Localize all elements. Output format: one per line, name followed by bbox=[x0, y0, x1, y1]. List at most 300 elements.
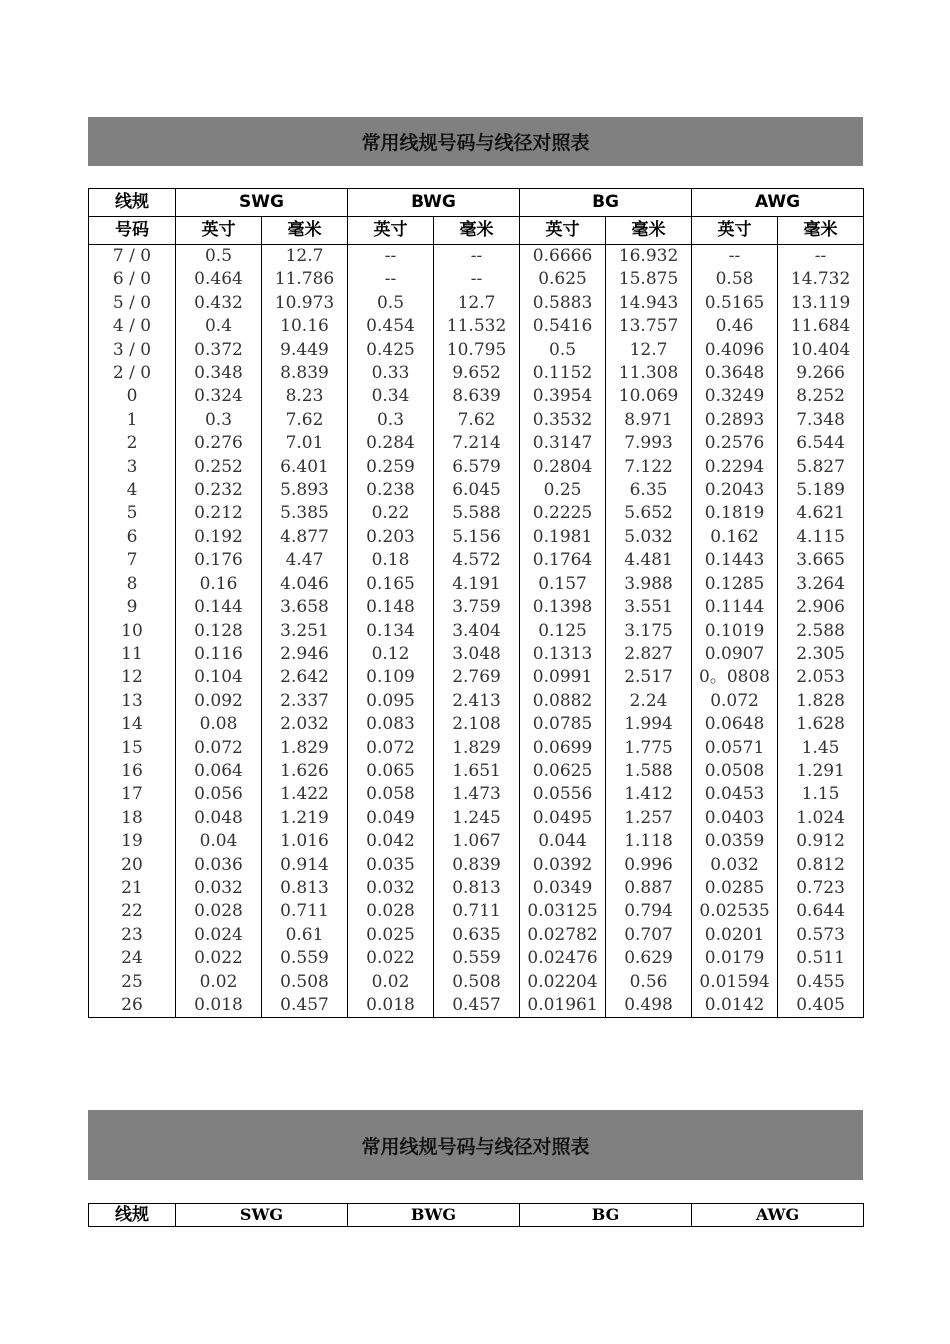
cell-bg-inch: 0.0699 bbox=[520, 737, 606, 760]
cell-bwg-mm: -- bbox=[434, 268, 520, 291]
cell-bwg-inch: 0.018 bbox=[348, 994, 434, 1018]
cell-bwg-mm: 7.62 bbox=[434, 409, 520, 432]
cell-awg-mm: 0.573 bbox=[778, 924, 864, 947]
cell-bg-mm: 5.032 bbox=[606, 526, 692, 549]
cell-bg-inch: 0.0991 bbox=[520, 666, 606, 689]
cell-bg-mm: 1.994 bbox=[606, 713, 692, 736]
cell-bwg-mm: 2.108 bbox=[434, 713, 520, 736]
cell-swg-inch: 0.028 bbox=[176, 900, 262, 923]
cell-awg-inch: 0.1019 bbox=[692, 620, 778, 643]
cell-awg-inch: 0.58 bbox=[692, 268, 778, 291]
cell-bwg-mm: 0.813 bbox=[434, 877, 520, 900]
header-bwg-mm: 毫米 bbox=[434, 217, 520, 245]
cell-swg-mm: 3.658 bbox=[262, 596, 348, 619]
cell-awg-mm: 3.264 bbox=[778, 573, 864, 596]
cell-swg-mm: 1.829 bbox=[262, 737, 348, 760]
cell-awg-mm: 1.45 bbox=[778, 737, 864, 760]
cell-swg-inch: 0.116 bbox=[176, 643, 262, 666]
cell-bwg-inch: 0.072 bbox=[348, 737, 434, 760]
second-table-title-banner bbox=[88, 1110, 863, 1180]
cell-swg-mm: 1.219 bbox=[262, 807, 348, 830]
cell-swg-inch: 0.092 bbox=[176, 690, 262, 713]
cell-bg-mm: 7.122 bbox=[606, 456, 692, 479]
cell-bwg-inch: 0.425 bbox=[348, 339, 434, 362]
cell-bg-inch: 0.625 bbox=[520, 268, 606, 291]
table-row bbox=[89, 854, 864, 877]
cell-awg-inch: 0.0179 bbox=[692, 947, 778, 970]
cell-swg-mm: 5.893 bbox=[262, 479, 348, 502]
cell-bg-inch: 0.02476 bbox=[520, 947, 606, 970]
cell-bwg-inch: 0.095 bbox=[348, 690, 434, 713]
cell-swg-inch: 0.5 bbox=[176, 245, 262, 269]
cell-awg-inch: 0.0648 bbox=[692, 713, 778, 736]
cell-swg-inch: 0.3 bbox=[176, 409, 262, 432]
cell-gauge-number: 12 bbox=[89, 666, 176, 689]
cell-swg-mm: 1.422 bbox=[262, 783, 348, 806]
cell-swg-inch: 0.02 bbox=[176, 971, 262, 994]
header-bwg-inch: 英寸 bbox=[348, 217, 434, 245]
cell-bg-inch: 0.0625 bbox=[520, 760, 606, 783]
header-row-units bbox=[89, 217, 864, 245]
cell-bg-mm: 0.629 bbox=[606, 947, 692, 970]
cell-bg-mm: 16.932 bbox=[606, 245, 692, 269]
cell-awg-mm: 4.115 bbox=[778, 526, 864, 549]
header-awg-inch: 英寸 bbox=[692, 217, 778, 245]
cell-gauge-number: 22 bbox=[89, 900, 176, 923]
cell-bwg-mm: 0.508 bbox=[434, 971, 520, 994]
cell-awg-mm: 5.827 bbox=[778, 456, 864, 479]
cell-bg-mm: 3.551 bbox=[606, 596, 692, 619]
cell-gauge-number: 6 bbox=[89, 526, 176, 549]
cell-swg-inch: 0.018 bbox=[176, 994, 262, 1018]
cell-awg-mm: 0.405 bbox=[778, 994, 864, 1018]
cell-gauge-number: 6 / 0 bbox=[89, 268, 176, 291]
cell-bwg-inch: 0.025 bbox=[348, 924, 434, 947]
cell-gauge-number: 3 bbox=[89, 456, 176, 479]
table-row bbox=[89, 947, 864, 970]
cell-bg-inch: 0.01961 bbox=[520, 994, 606, 1018]
cell-swg-inch: 0.08 bbox=[176, 713, 262, 736]
cell-bg-inch: 0.5 bbox=[520, 339, 606, 362]
cell-bg-mm: 13.757 bbox=[606, 315, 692, 338]
cell-swg-inch: 0.024 bbox=[176, 924, 262, 947]
cell-bg-inch: 0.02782 bbox=[520, 924, 606, 947]
cell-bg-inch: 0.1981 bbox=[520, 526, 606, 549]
table-row bbox=[89, 924, 864, 947]
cell-bg-mm: 0.56 bbox=[606, 971, 692, 994]
cell-swg-mm: 2.032 bbox=[262, 713, 348, 736]
cell-bg-mm: 1.257 bbox=[606, 807, 692, 830]
cell-bwg-mm: 9.652 bbox=[434, 362, 520, 385]
cell-awg-inch: 0.2294 bbox=[692, 456, 778, 479]
cell-bg-inch: 0.157 bbox=[520, 573, 606, 596]
cell-bg-mm: 3.175 bbox=[606, 620, 692, 643]
header-swg: SWG bbox=[176, 189, 348, 217]
cell-bg-inch: 0.1152 bbox=[520, 362, 606, 385]
cell-awg-mm: 1.024 bbox=[778, 807, 864, 830]
cell-swg-mm: 7.62 bbox=[262, 409, 348, 432]
cell-gauge-number: 1 bbox=[89, 409, 176, 432]
cell-awg-inch: 0.4096 bbox=[692, 339, 778, 362]
cell-swg-mm: 2.337 bbox=[262, 690, 348, 713]
cell-bwg-inch: -- bbox=[348, 245, 434, 269]
cell-awg-inch: 0.0508 bbox=[692, 760, 778, 783]
table-row bbox=[89, 268, 864, 291]
cell-gauge-number: 23 bbox=[89, 924, 176, 947]
table-row bbox=[89, 409, 864, 432]
cell-bwg-inch: 0.5 bbox=[348, 292, 434, 315]
cell-bg-inch: 0.5416 bbox=[520, 315, 606, 338]
cell-awg-inch: 0.0285 bbox=[692, 877, 778, 900]
cell-awg-inch: 0.5165 bbox=[692, 292, 778, 315]
cell-bg-inch: 0.6666 bbox=[520, 245, 606, 269]
cell-swg-mm: 8.839 bbox=[262, 362, 348, 385]
table-title-banner bbox=[88, 117, 863, 166]
cell-bwg-mm: 4.191 bbox=[434, 573, 520, 596]
cell-awg-inch: -- bbox=[692, 245, 778, 269]
cell-gauge-number: 21 bbox=[89, 877, 176, 900]
table-row bbox=[89, 526, 864, 549]
cell-awg-inch: 0.1443 bbox=[692, 549, 778, 572]
cell-bg-mm: 2.24 bbox=[606, 690, 692, 713]
cell-gauge-number: 18 bbox=[89, 807, 176, 830]
cell-swg-mm: 0.711 bbox=[262, 900, 348, 923]
cell-bwg-inch: 0.028 bbox=[348, 900, 434, 923]
cell-bg-inch: 0.0392 bbox=[520, 854, 606, 877]
cell-awg-inch: 0.02535 bbox=[692, 900, 778, 923]
cell-bg-mm: 5.652 bbox=[606, 502, 692, 525]
second-table-title: 常用线规号码与线径对照表 bbox=[361, 1135, 590, 1158]
cell-awg-mm: 2.305 bbox=[778, 643, 864, 666]
cell-bwg-mm: 6.579 bbox=[434, 456, 520, 479]
cell-bwg-inch: 0.454 bbox=[348, 315, 434, 338]
cell-awg-mm: 0.455 bbox=[778, 971, 864, 994]
cell-bwg-mm: 1.067 bbox=[434, 830, 520, 853]
cell-gauge-number: 17 bbox=[89, 783, 176, 806]
cell-bwg-inch: 0.042 bbox=[348, 830, 434, 853]
cell-awg-inch: 0.46 bbox=[692, 315, 778, 338]
cell-bwg-mm: 5.588 bbox=[434, 502, 520, 525]
table-row bbox=[89, 783, 864, 806]
cell-bg-inch: 0.25 bbox=[520, 479, 606, 502]
cell-swg-mm: 0.61 bbox=[262, 924, 348, 947]
cell-awg-mm: 3.665 bbox=[778, 549, 864, 572]
cell-bg-inch: 0.1398 bbox=[520, 596, 606, 619]
cell-swg-inch: 0.072 bbox=[176, 737, 262, 760]
cell-gauge-number: 7 bbox=[89, 549, 176, 572]
cell-bg-inch: 0.0882 bbox=[520, 690, 606, 713]
cell-bg-mm: 0.996 bbox=[606, 854, 692, 877]
cell-bg-inch: 0.3954 bbox=[520, 385, 606, 408]
cell-awg-inch: 0.0907 bbox=[692, 643, 778, 666]
cell-awg-mm: 8.252 bbox=[778, 385, 864, 408]
second-header-gauge-label: 线规 bbox=[89, 1204, 176, 1227]
cell-awg-inch: 0.072 bbox=[692, 690, 778, 713]
cell-swg-mm: 0.457 bbox=[262, 994, 348, 1018]
cell-gauge-number: 13 bbox=[89, 690, 176, 713]
cell-awg-mm: 0.511 bbox=[778, 947, 864, 970]
cell-awg-mm: -- bbox=[778, 245, 864, 269]
cell-gauge-number: 19 bbox=[89, 830, 176, 853]
table-row bbox=[89, 643, 864, 666]
cell-bg-inch: 0.125 bbox=[520, 620, 606, 643]
cell-awg-inch: 0.0403 bbox=[692, 807, 778, 830]
cell-bwg-mm: -- bbox=[434, 245, 520, 269]
cell-bwg-mm: 5.156 bbox=[434, 526, 520, 549]
cell-gauge-number: 5 / 0 bbox=[89, 292, 176, 315]
second-header-bwg: BWG bbox=[348, 1204, 520, 1227]
table-row bbox=[89, 713, 864, 736]
cell-swg-mm: 4.877 bbox=[262, 526, 348, 549]
cell-swg-inch: 0.144 bbox=[176, 596, 262, 619]
table-row bbox=[89, 549, 864, 572]
cell-bwg-inch: 0.083 bbox=[348, 713, 434, 736]
cell-awg-inch: 0.2043 bbox=[692, 479, 778, 502]
cell-bwg-mm: 2.413 bbox=[434, 690, 520, 713]
cell-awg-inch: 0.1144 bbox=[692, 596, 778, 619]
cell-bwg-inch: 0.3 bbox=[348, 409, 434, 432]
header-swg-inch: 英寸 bbox=[176, 217, 262, 245]
header-bg: BG bbox=[520, 189, 692, 217]
cell-awg-mm: 13.119 bbox=[778, 292, 864, 315]
cell-awg-mm: 5.189 bbox=[778, 479, 864, 502]
cell-bg-mm: 12.7 bbox=[606, 339, 692, 362]
cell-swg-inch: 0.192 bbox=[176, 526, 262, 549]
cell-bg-inch: 0.5883 bbox=[520, 292, 606, 315]
cell-bwg-inch: 0.12 bbox=[348, 643, 434, 666]
cell-awg-inch: 0.2893 bbox=[692, 409, 778, 432]
cell-awg-inch: 0.0201 bbox=[692, 924, 778, 947]
cell-awg-inch: 0.0571 bbox=[692, 737, 778, 760]
cell-awg-mm: 4.621 bbox=[778, 502, 864, 525]
second-header-row-systems bbox=[89, 1204, 864, 1227]
table-row bbox=[89, 666, 864, 689]
cell-gauge-number: 20 bbox=[89, 854, 176, 877]
cell-bwg-mm: 4.572 bbox=[434, 549, 520, 572]
second-header-swg: SWG bbox=[176, 1204, 348, 1227]
cell-swg-inch: 0.372 bbox=[176, 339, 262, 362]
cell-bwg-mm: 10.795 bbox=[434, 339, 520, 362]
cell-gauge-number: 4 bbox=[89, 479, 176, 502]
cell-bg-mm: 0.887 bbox=[606, 877, 692, 900]
cell-awg-mm: 9.266 bbox=[778, 362, 864, 385]
cell-bg-mm: 10.069 bbox=[606, 385, 692, 408]
cell-bg-inch: 0.1764 bbox=[520, 549, 606, 572]
cell-awg-mm: 0.644 bbox=[778, 900, 864, 923]
cell-bwg-inch: 0.165 bbox=[348, 573, 434, 596]
cell-gauge-number: 16 bbox=[89, 760, 176, 783]
table-row bbox=[89, 620, 864, 643]
cell-swg-mm: 0.914 bbox=[262, 854, 348, 877]
header-gauge-label: 线规 bbox=[89, 189, 176, 217]
cell-bwg-inch: 0.058 bbox=[348, 783, 434, 806]
cell-gauge-number: 5 bbox=[89, 502, 176, 525]
cell-bwg-mm: 1.651 bbox=[434, 760, 520, 783]
cell-awg-inch: 0.032 bbox=[692, 854, 778, 877]
cell-awg-mm: 0.723 bbox=[778, 877, 864, 900]
cell-swg-inch: 0.176 bbox=[176, 549, 262, 572]
cell-bg-mm: 1.588 bbox=[606, 760, 692, 783]
cell-swg-mm: 4.47 bbox=[262, 549, 348, 572]
cell-gauge-number: 2 bbox=[89, 432, 176, 455]
cell-swg-mm: 2.642 bbox=[262, 666, 348, 689]
cell-bg-inch: 0.3532 bbox=[520, 409, 606, 432]
cell-awg-mm: 0.812 bbox=[778, 854, 864, 877]
table-row bbox=[89, 502, 864, 525]
cell-swg-inch: 0.432 bbox=[176, 292, 262, 315]
cell-swg-mm: 12.7 bbox=[262, 245, 348, 269]
cell-swg-mm: 10.973 bbox=[262, 292, 348, 315]
table-row bbox=[89, 690, 864, 713]
cell-bg-mm: 1.775 bbox=[606, 737, 692, 760]
cell-gauge-number: 9 bbox=[89, 596, 176, 619]
cell-bwg-inch: 0.049 bbox=[348, 807, 434, 830]
cell-bg-mm: 7.993 bbox=[606, 432, 692, 455]
cell-awg-mm: 6.544 bbox=[778, 432, 864, 455]
header-awg-mm: 毫米 bbox=[778, 217, 864, 245]
table-row bbox=[89, 877, 864, 900]
cell-bwg-mm: 6.045 bbox=[434, 479, 520, 502]
cell-awg-inch: 0.0359 bbox=[692, 830, 778, 853]
cell-awg-inch: 0.3249 bbox=[692, 385, 778, 408]
header-number-label: 号码 bbox=[89, 217, 176, 245]
cell-gauge-number: 25 bbox=[89, 971, 176, 994]
cell-awg-inch: 0.0453 bbox=[692, 783, 778, 806]
cell-bwg-inch: 0.284 bbox=[348, 432, 434, 455]
cell-bwg-inch: 0.134 bbox=[348, 620, 434, 643]
cell-bwg-mm: 1.473 bbox=[434, 783, 520, 806]
cell-awg-mm: 2.053 bbox=[778, 666, 864, 689]
second-wire-gauge-table bbox=[88, 1203, 864, 1227]
cell-awg-mm: 14.732 bbox=[778, 268, 864, 291]
cell-bg-mm: 1.412 bbox=[606, 783, 692, 806]
cell-swg-inch: 0.048 bbox=[176, 807, 262, 830]
cell-bg-inch: 0.2225 bbox=[520, 502, 606, 525]
cell-bwg-inch: 0.33 bbox=[348, 362, 434, 385]
cell-gauge-number: 3 / 0 bbox=[89, 339, 176, 362]
cell-swg-inch: 0.464 bbox=[176, 268, 262, 291]
cell-bwg-mm: 0.457 bbox=[434, 994, 520, 1018]
table-row bbox=[89, 339, 864, 362]
cell-gauge-number: 4 / 0 bbox=[89, 315, 176, 338]
cell-gauge-number: 14 bbox=[89, 713, 176, 736]
table-row bbox=[89, 456, 864, 479]
cell-bwg-inch: 0.02 bbox=[348, 971, 434, 994]
cell-bwg-mm: 1.829 bbox=[434, 737, 520, 760]
cell-bg-inch: 0.044 bbox=[520, 830, 606, 853]
cell-swg-inch: 0.276 bbox=[176, 432, 262, 455]
cell-bg-mm: 15.875 bbox=[606, 268, 692, 291]
cell-swg-mm: 0.508 bbox=[262, 971, 348, 994]
cell-bwg-mm: 0.839 bbox=[434, 854, 520, 877]
cell-bwg-inch: 0.34 bbox=[348, 385, 434, 408]
cell-swg-mm: 1.626 bbox=[262, 760, 348, 783]
cell-bwg-inch: 0.065 bbox=[348, 760, 434, 783]
cell-swg-mm: 8.23 bbox=[262, 385, 348, 408]
cell-swg-mm: 3.251 bbox=[262, 620, 348, 643]
cell-swg-inch: 0.324 bbox=[176, 385, 262, 408]
cell-awg-mm: 11.684 bbox=[778, 315, 864, 338]
table-row bbox=[89, 994, 864, 1018]
cell-bwg-mm: 0.635 bbox=[434, 924, 520, 947]
cell-bg-inch: 0.0495 bbox=[520, 807, 606, 830]
cell-swg-inch: 0.104 bbox=[176, 666, 262, 689]
cell-awg-mm: 1.828 bbox=[778, 690, 864, 713]
cell-awg-inch: 0.1285 bbox=[692, 573, 778, 596]
cell-gauge-number: 24 bbox=[89, 947, 176, 970]
cell-awg-inch: 0.3648 bbox=[692, 362, 778, 385]
cell-bwg-mm: 12.7 bbox=[434, 292, 520, 315]
second-header-awg: AWG bbox=[692, 1204, 864, 1227]
wire-gauge-table bbox=[88, 188, 864, 1018]
cell-bg-mm: 8.971 bbox=[606, 409, 692, 432]
cell-swg-inch: 0.022 bbox=[176, 947, 262, 970]
cell-awg-mm: 1.291 bbox=[778, 760, 864, 783]
table-row bbox=[89, 807, 864, 830]
cell-bwg-mm: 1.245 bbox=[434, 807, 520, 830]
cell-swg-inch: 0.4 bbox=[176, 315, 262, 338]
cell-bg-mm: 0.498 bbox=[606, 994, 692, 1018]
cell-bg-mm: 4.481 bbox=[606, 549, 692, 572]
cell-swg-inch: 0.064 bbox=[176, 760, 262, 783]
cell-bg-mm: 0.794 bbox=[606, 900, 692, 923]
cell-bwg-mm: 0.711 bbox=[434, 900, 520, 923]
cell-swg-mm: 7.01 bbox=[262, 432, 348, 455]
header-row-systems bbox=[89, 189, 864, 217]
cell-bg-inch: 0.02204 bbox=[520, 971, 606, 994]
cell-bg-mm: 3.988 bbox=[606, 573, 692, 596]
table-row bbox=[89, 971, 864, 994]
cell-swg-mm: 0.813 bbox=[262, 877, 348, 900]
cell-swg-mm: 6.401 bbox=[262, 456, 348, 479]
cell-gauge-number: 15 bbox=[89, 737, 176, 760]
cell-bg-mm: 1.118 bbox=[606, 830, 692, 853]
table-row bbox=[89, 737, 864, 760]
cell-bwg-mm: 8.639 bbox=[434, 385, 520, 408]
second-header-bg: BG bbox=[520, 1204, 692, 1227]
cell-bg-inch: 0.1313 bbox=[520, 643, 606, 666]
cell-bwg-mm: 7.214 bbox=[434, 432, 520, 455]
cell-bwg-mm: 3.404 bbox=[434, 620, 520, 643]
cell-swg-inch: 0.16 bbox=[176, 573, 262, 596]
cell-gauge-number: 7 / 0 bbox=[89, 245, 176, 269]
cell-swg-inch: 0.232 bbox=[176, 479, 262, 502]
cell-gauge-number: 11 bbox=[89, 643, 176, 666]
cell-awg-inch: 0.01594 bbox=[692, 971, 778, 994]
cell-bg-inch: 0.2804 bbox=[520, 456, 606, 479]
header-awg: AWG bbox=[692, 189, 864, 217]
table-row bbox=[89, 596, 864, 619]
cell-awg-mm: 10.404 bbox=[778, 339, 864, 362]
cell-awg-inch: 0.2576 bbox=[692, 432, 778, 455]
cell-awg-mm: 1.628 bbox=[778, 713, 864, 736]
header-bwg: BWG bbox=[348, 189, 520, 217]
cell-swg-mm: 11.786 bbox=[262, 268, 348, 291]
table-row bbox=[89, 479, 864, 502]
cell-awg-inch: 0.162 bbox=[692, 526, 778, 549]
cell-bg-inch: 0.0785 bbox=[520, 713, 606, 736]
cell-swg-mm: 0.559 bbox=[262, 947, 348, 970]
cell-bg-mm: 6.35 bbox=[606, 479, 692, 502]
header-swg-mm: 毫米 bbox=[262, 217, 348, 245]
cell-swg-mm: 9.449 bbox=[262, 339, 348, 362]
cell-gauge-number: 0 bbox=[89, 385, 176, 408]
cell-bwg-mm: 3.759 bbox=[434, 596, 520, 619]
cell-bwg-mm: 3.048 bbox=[434, 643, 520, 666]
cell-gauge-number: 2 / 0 bbox=[89, 362, 176, 385]
cell-swg-inch: 0.128 bbox=[176, 620, 262, 643]
cell-swg-mm: 5.385 bbox=[262, 502, 348, 525]
